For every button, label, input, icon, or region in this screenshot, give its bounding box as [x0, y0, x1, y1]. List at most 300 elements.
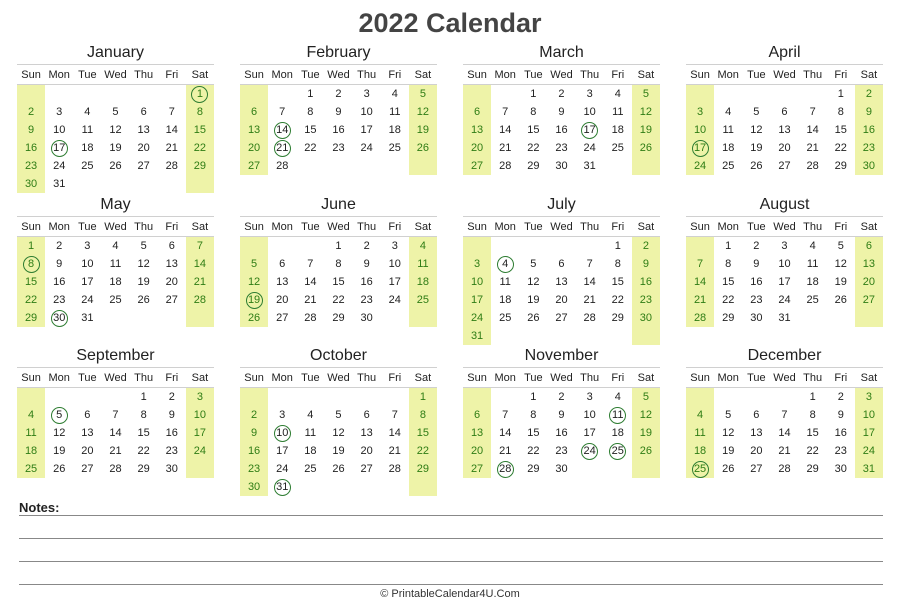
day-cell[interactable]: 20 [855, 273, 883, 291]
day-cell[interactable]: 1 [530, 88, 537, 100]
day-cell[interactable]: 4 [112, 240, 119, 252]
day-cell[interactable]: 15 [527, 124, 540, 136]
day-cell[interactable]: 23 [632, 291, 660, 309]
day-cell[interactable]: 16 [240, 442, 268, 460]
day-cell[interactable]: 10 [53, 124, 66, 136]
day-cell[interactable]: 2 [17, 103, 45, 121]
day-cell[interactable]: 1 [307, 88, 314, 100]
day-cell[interactable]: 6 [140, 106, 147, 118]
day-cell[interactable]: 18 [304, 445, 317, 457]
day-cell[interactable]: 4 [391, 88, 398, 100]
day-cell[interactable]: 13 [778, 124, 791, 136]
day-cell[interactable]: 15 [722, 276, 735, 288]
day-cell[interactable]: 4 [614, 391, 621, 403]
day-cell[interactable]: 24 [81, 294, 94, 306]
day-cell[interactable]: 3 [391, 240, 398, 252]
day-cell[interactable]: 31 [583, 160, 596, 172]
day-cell[interactable]: 9 [335, 106, 342, 118]
day-cell[interactable]: 9 [855, 103, 883, 121]
day-cell[interactable]: 16 [834, 427, 847, 439]
day-cell[interactable]: 6 [463, 406, 491, 424]
day-cell[interactable]: 11 [304, 427, 317, 439]
day-cell[interactable]: 8 [409, 406, 437, 424]
day-cell[interactable]: 25 [304, 463, 317, 475]
day-cell[interactable] [576, 442, 604, 460]
day-cell[interactable]: 20 [463, 442, 491, 460]
day-cell[interactable]: 10 [778, 258, 791, 270]
day-cell[interactable]: 23 [17, 157, 45, 175]
day-cell[interactable] [240, 291, 268, 309]
day-cell[interactable]: 10 [388, 258, 401, 270]
day-cell[interactable]: 30 [750, 312, 763, 324]
day-cell[interactable]: 4 [17, 406, 45, 424]
day-cell[interactable]: 7 [809, 106, 816, 118]
day-cell[interactable]: 24 [778, 294, 791, 306]
day-cell[interactable]: 6 [781, 106, 788, 118]
day-cell[interactable]: 7 [586, 258, 593, 270]
day-cell[interactable]: 23 [750, 294, 763, 306]
day-cell[interactable]: 30 [834, 463, 847, 475]
day-cell[interactable]: 4 [686, 406, 714, 424]
day-cell[interactable]: 27 [555, 312, 568, 324]
day-cell[interactable]: 11 [686, 424, 714, 442]
day-cell[interactable]: 21 [109, 445, 122, 457]
day-cell[interactable]: 14 [388, 427, 401, 439]
day-cell[interactable] [604, 406, 632, 424]
day-cell[interactable]: 20 [276, 294, 289, 306]
day-cell[interactable]: 22 [17, 291, 45, 309]
day-cell[interactable]: 21 [499, 445, 512, 457]
day-cell[interactable]: 30 [240, 478, 268, 496]
day-cell[interactable]: 18 [81, 142, 94, 154]
day-cell[interactable]: 9 [558, 409, 565, 421]
day-cell[interactable]: 19 [834, 276, 847, 288]
day-cell[interactable]: 19 [109, 142, 122, 154]
day-cell[interactable]: 4 [614, 88, 621, 100]
day-cell[interactable]: 12 [137, 258, 150, 270]
day-cell[interactable]: 8 [809, 409, 816, 421]
day-cell[interactable]: 6 [240, 103, 268, 121]
day-cell[interactable]: 1 [530, 391, 537, 403]
day-cell[interactable]: 15 [186, 121, 214, 139]
day-cell[interactable]: 12 [240, 273, 268, 291]
day-cell[interactable]: 5 [530, 258, 537, 270]
day-cell[interactable]: 7 [307, 258, 314, 270]
day-cell[interactable]: 18 [388, 124, 401, 136]
day-cell[interactable]: 10 [855, 406, 883, 424]
day-cell[interactable]: 20 [360, 445, 373, 457]
day-cell[interactable]: 22 [304, 142, 317, 154]
day-cell[interactable]: 22 [834, 142, 847, 154]
day-cell[interactable]: 28 [583, 312, 596, 324]
day-cell[interactable]: 20 [165, 276, 178, 288]
day-cell[interactable]: 2 [558, 88, 565, 100]
day-cell[interactable] [491, 460, 519, 478]
day-cell[interactable]: 23 [53, 294, 66, 306]
day-cell[interactable]: 18 [17, 442, 45, 460]
day-cell[interactable]: 13 [750, 427, 763, 439]
day-cell[interactable]: 27 [137, 160, 150, 172]
day-cell[interactable]: 23 [240, 460, 268, 478]
day-cell[interactable]: 3 [56, 106, 63, 118]
day-cell[interactable]: 5 [335, 409, 342, 421]
day-cell[interactable]: 29 [17, 309, 45, 327]
day-cell[interactable]: 20 [137, 142, 150, 154]
day-cell[interactable]: 24 [186, 442, 214, 460]
day-cell[interactable]: 16 [165, 427, 178, 439]
day-cell[interactable]: 18 [806, 276, 819, 288]
day-cell[interactable]: 28 [388, 463, 401, 475]
day-cell[interactable]: 13 [240, 121, 268, 139]
day-cell[interactable]: 25 [81, 160, 94, 172]
day-cell[interactable]: 6 [463, 103, 491, 121]
day-cell[interactable]: 20 [463, 139, 491, 157]
day-cell[interactable]: 18 [722, 142, 735, 154]
day-cell[interactable]: 8 [530, 409, 537, 421]
day-cell[interactable]: 31 [463, 327, 491, 345]
day-cell[interactable]: 22 [611, 294, 624, 306]
day-cell[interactable]: 10 [583, 409, 596, 421]
day-cell[interactable]: 13 [463, 424, 491, 442]
day-cell[interactable]: 23 [855, 139, 883, 157]
day-cell[interactable] [576, 121, 604, 139]
day-cell[interactable]: 21 [165, 142, 178, 154]
day-cell[interactable]: 11 [81, 124, 94, 136]
day-cell[interactable]: 27 [463, 157, 491, 175]
day-cell[interactable]: 23 [360, 294, 373, 306]
day-cell[interactable]: 2 [855, 85, 883, 104]
day-cell[interactable]: 16 [555, 124, 568, 136]
day-cell[interactable]: 4 [725, 106, 732, 118]
day-cell[interactable]: 12 [750, 124, 763, 136]
day-cell[interactable]: 15 [17, 273, 45, 291]
day-cell[interactable]: 28 [165, 160, 178, 172]
day-cell[interactable] [491, 255, 519, 273]
day-cell[interactable]: 11 [612, 106, 624, 118]
day-cell[interactable]: 19 [409, 121, 437, 139]
day-cell[interactable]: 22 [409, 442, 437, 460]
day-cell[interactable]: 13 [137, 124, 150, 136]
day-cell[interactable]: 21 [686, 291, 714, 309]
day-cell[interactable]: 27 [778, 160, 791, 172]
day-cell[interactable]: 23 [165, 445, 178, 457]
day-cell[interactable]: 19 [722, 445, 735, 457]
day-cell[interactable]: 7 [502, 409, 509, 421]
day-cell[interactable]: 17 [388, 276, 401, 288]
day-cell[interactable]: 13 [276, 276, 289, 288]
day-cell[interactable]: 8 [186, 103, 214, 121]
day-cell[interactable]: 11 [409, 255, 437, 273]
day-cell[interactable]: 16 [750, 276, 763, 288]
day-cell[interactable]: 8 [530, 106, 537, 118]
day-cell[interactable]: 30 [632, 309, 660, 327]
day-cell[interactable]: 13 [165, 258, 178, 270]
day-cell[interactable]: 28 [806, 160, 819, 172]
day-cell[interactable]: 27 [360, 463, 373, 475]
day-cell[interactable]: 19 [632, 121, 660, 139]
day-cell[interactable]: 2 [558, 391, 565, 403]
day-cell[interactable]: 26 [137, 294, 150, 306]
day-cell[interactable]: 28 [499, 160, 512, 172]
day-cell[interactable]: 30 [555, 160, 568, 172]
day-cell[interactable] [186, 85, 214, 104]
day-cell[interactable]: 13 [855, 255, 883, 273]
day-cell[interactable]: 15 [137, 427, 150, 439]
day-cell[interactable]: 15 [527, 427, 540, 439]
day-cell[interactable]: 7 [168, 106, 175, 118]
day-cell[interactable]: 28 [276, 160, 289, 172]
day-cell[interactable]: 12 [834, 258, 847, 270]
day-cell[interactable]: 17 [360, 124, 373, 136]
day-cell[interactable]: 14 [806, 124, 819, 136]
day-cell[interactable]: 13 [463, 121, 491, 139]
day-cell[interactable]: 30 [17, 175, 45, 193]
day-cell[interactable]: 26 [834, 294, 847, 306]
day-cell[interactable]: 3 [279, 409, 286, 421]
day-cell[interactable]: 3 [586, 88, 593, 100]
day-cell[interactable]: 24 [388, 294, 401, 306]
day-cell[interactable]: 5 [753, 106, 760, 118]
day-cell[interactable]: 7 [686, 255, 714, 273]
day-cell[interactable]: 10 [686, 121, 714, 139]
day-cell[interactable]: 20 [81, 445, 94, 457]
day-cell[interactable]: 8 [837, 106, 844, 118]
day-cell[interactable]: 29 [527, 160, 540, 172]
day-cell[interactable]: 10 [81, 258, 94, 270]
day-cell[interactable]: 1 [725, 240, 732, 252]
day-cell[interactable] [17, 255, 45, 273]
day-cell[interactable]: 23 [332, 142, 345, 154]
day-cell[interactable]: 5 [837, 240, 844, 252]
day-cell[interactable]: 8 [614, 258, 621, 270]
day-cell[interactable]: 14 [686, 273, 714, 291]
day-cell[interactable]: 27 [81, 463, 94, 475]
day-cell[interactable]: 21 [304, 294, 317, 306]
notes-line[interactable] [19, 539, 883, 562]
day-cell[interactable]: 7 [391, 409, 398, 421]
day-cell[interactable]: 15 [611, 276, 624, 288]
day-cell[interactable]: 16 [360, 276, 373, 288]
day-cell[interactable]: 21 [806, 142, 819, 154]
day-cell[interactable]: 30 [855, 157, 883, 175]
day-cell[interactable]: 24 [686, 157, 714, 175]
day-cell[interactable]: 16 [17, 139, 45, 157]
day-cell[interactable]: 11 [499, 276, 511, 288]
day-cell[interactable]: 17 [186, 424, 214, 442]
day-cell[interactable]: 25 [499, 312, 512, 324]
day-cell[interactable]: 17 [778, 276, 791, 288]
day-cell[interactable] [268, 424, 296, 442]
day-cell[interactable]: 23 [834, 445, 847, 457]
day-cell[interactable]: 14 [499, 427, 512, 439]
day-cell[interactable]: 9 [837, 409, 844, 421]
day-cell[interactable]: 3 [781, 240, 788, 252]
day-cell[interactable]: 25 [388, 142, 401, 154]
day-cell[interactable]: 8 [335, 258, 342, 270]
day-cell[interactable]: 7 [502, 106, 509, 118]
day-cell[interactable]: 29 [611, 312, 624, 324]
day-cell[interactable]: 14 [109, 427, 122, 439]
day-cell[interactable]: 28 [778, 463, 791, 475]
day-cell[interactable]: 11 [109, 258, 122, 270]
day-cell[interactable]: 18 [409, 273, 437, 291]
day-cell[interactable]: 31 [81, 312, 94, 324]
day-cell[interactable]: 29 [332, 312, 345, 324]
day-cell[interactable]: 26 [240, 309, 268, 327]
day-cell[interactable]: 12 [332, 427, 345, 439]
day-cell[interactable]: 30 [165, 463, 178, 475]
day-cell[interactable]: 4 [409, 237, 437, 256]
day-cell[interactable]: 10 [463, 273, 491, 291]
day-cell[interactable] [268, 478, 296, 496]
day-cell[interactable]: 11 [722, 124, 734, 136]
day-cell[interactable]: 5 [112, 106, 119, 118]
day-cell[interactable]: 30 [360, 312, 373, 324]
day-cell[interactable]: 21 [583, 294, 596, 306]
day-cell[interactable]: 6 [558, 258, 565, 270]
day-cell[interactable]: 4 [84, 106, 91, 118]
day-cell[interactable]: 23 [555, 445, 568, 457]
day-cell[interactable]: 18 [499, 294, 512, 306]
day-cell[interactable]: 20 [750, 445, 763, 457]
day-cell[interactable]: 20 [555, 294, 568, 306]
day-cell[interactable]: 14 [499, 124, 512, 136]
day-cell[interactable]: 6 [363, 409, 370, 421]
day-cell[interactable]: 26 [632, 139, 660, 157]
day-cell[interactable]: 29 [409, 460, 437, 478]
day-cell[interactable]: 26 [109, 160, 122, 172]
notes-line[interactable] [19, 562, 883, 585]
day-cell[interactable] [686, 460, 714, 478]
day-cell[interactable]: 14 [778, 427, 791, 439]
day-cell[interactable]: 2 [168, 391, 175, 403]
day-cell[interactable]: 1 [335, 240, 342, 252]
day-cell[interactable]: 26 [632, 442, 660, 460]
day-cell[interactable]: 26 [409, 139, 437, 157]
day-cell[interactable]: 1 [409, 388, 437, 407]
day-cell[interactable]: 6 [279, 258, 286, 270]
day-cell[interactable]: 12 [722, 427, 735, 439]
day-cell[interactable]: 16 [632, 273, 660, 291]
day-cell[interactable]: 3 [84, 240, 91, 252]
day-cell[interactable]: 5 [409, 85, 437, 104]
day-cell[interactable]: 25 [806, 294, 819, 306]
day-cell[interactable]: 19 [750, 142, 763, 154]
day-cell[interactable] [45, 406, 73, 424]
day-cell[interactable]: 27 [855, 291, 883, 309]
day-cell[interactable]: 7 [112, 409, 119, 421]
day-cell[interactable]: 26 [332, 463, 345, 475]
day-cell[interactable]: 5 [140, 240, 147, 252]
day-cell[interactable]: 11 [389, 106, 401, 118]
day-cell[interactable]: 31 [778, 312, 791, 324]
day-cell[interactable]: 24 [53, 160, 66, 172]
day-cell[interactable]: 10 [583, 106, 596, 118]
day-cell[interactable]: 19 [527, 294, 540, 306]
day-cell[interactable]: 2 [753, 240, 760, 252]
day-cell[interactable] [45, 309, 73, 327]
day-cell[interactable]: 2 [837, 391, 844, 403]
day-cell[interactable]: 2 [632, 237, 660, 256]
day-cell[interactable]: 9 [558, 106, 565, 118]
day-cell[interactable]: 31 [53, 178, 66, 190]
day-cell[interactable]: 16 [332, 124, 345, 136]
day-cell[interactable]: 9 [363, 258, 370, 270]
day-cell[interactable]: 6 [855, 237, 883, 256]
day-cell[interactable]: 18 [109, 276, 122, 288]
day-cell[interactable]: 25 [611, 142, 624, 154]
day-cell[interactable]: 12 [527, 276, 540, 288]
day-cell[interactable]: 1 [17, 237, 45, 256]
day-cell[interactable]: 7 [186, 237, 214, 256]
day-cell[interactable]: 24 [276, 463, 289, 475]
day-cell[interactable]: 9 [753, 258, 760, 270]
day-cell[interactable]: 22 [527, 445, 540, 457]
day-cell[interactable]: 2 [363, 240, 370, 252]
day-cell[interactable]: 2 [240, 406, 268, 424]
day-cell[interactable]: 20 [240, 139, 268, 157]
day-cell[interactable]: 27 [240, 157, 268, 175]
day-cell[interactable]: 21 [186, 273, 214, 291]
day-cell[interactable]: 14 [165, 124, 178, 136]
day-cell[interactable]: 1 [140, 391, 147, 403]
day-cell[interactable]: 9 [17, 121, 45, 139]
day-cell[interactable] [686, 139, 714, 157]
day-cell[interactable]: 28 [186, 291, 214, 309]
day-cell[interactable]: 22 [527, 142, 540, 154]
day-cell[interactable]: 18 [686, 442, 714, 460]
day-cell[interactable]: 3 [463, 255, 491, 273]
day-cell[interactable]: 26 [750, 160, 763, 172]
day-cell[interactable]: 17 [855, 424, 883, 442]
day-cell[interactable]: 10 [186, 406, 214, 424]
day-cell[interactable]: 25 [17, 460, 45, 478]
day-cell[interactable]: 6 [84, 409, 91, 421]
day-cell[interactable]: 22 [722, 294, 735, 306]
day-cell[interactable]: 15 [834, 124, 847, 136]
day-cell[interactable]: 15 [304, 124, 317, 136]
day-cell[interactable]: 19 [632, 424, 660, 442]
day-cell[interactable]: 9 [632, 255, 660, 273]
day-cell[interactable]: 31 [855, 460, 883, 478]
day-cell[interactable]: 24 [583, 142, 596, 154]
day-cell[interactable]: 29 [722, 312, 735, 324]
day-cell[interactable]: 3 [186, 388, 214, 407]
day-cell[interactable]: 29 [806, 463, 819, 475]
day-cell[interactable]: 1 [614, 240, 621, 252]
day-cell[interactable]: 5 [632, 388, 660, 407]
day-cell[interactable]: 13 [555, 276, 568, 288]
day-cell[interactable]: 26 [527, 312, 540, 324]
day-cell[interactable]: 24 [463, 309, 491, 327]
day-cell[interactable]: 2 [56, 240, 63, 252]
day-cell[interactable]: 14 [583, 276, 596, 288]
day-cell[interactable]: 11 [17, 424, 45, 442]
day-cell[interactable]: 24 [855, 442, 883, 460]
day-cell[interactable]: 13 [81, 427, 94, 439]
day-cell[interactable]: 29 [834, 160, 847, 172]
day-cell[interactable]: 12 [53, 427, 66, 439]
day-cell[interactable]: 4 [809, 240, 816, 252]
day-cell[interactable]: 1 [837, 88, 844, 100]
day-cell[interactable]: 21 [499, 142, 512, 154]
day-cell[interactable] [268, 139, 296, 157]
day-cell[interactable]: 22 [332, 294, 345, 306]
day-cell[interactable]: 23 [555, 142, 568, 154]
day-cell[interactable]: 29 [137, 463, 150, 475]
day-cell[interactable]: 3 [855, 388, 883, 407]
day-cell[interactable]: 15 [806, 427, 819, 439]
